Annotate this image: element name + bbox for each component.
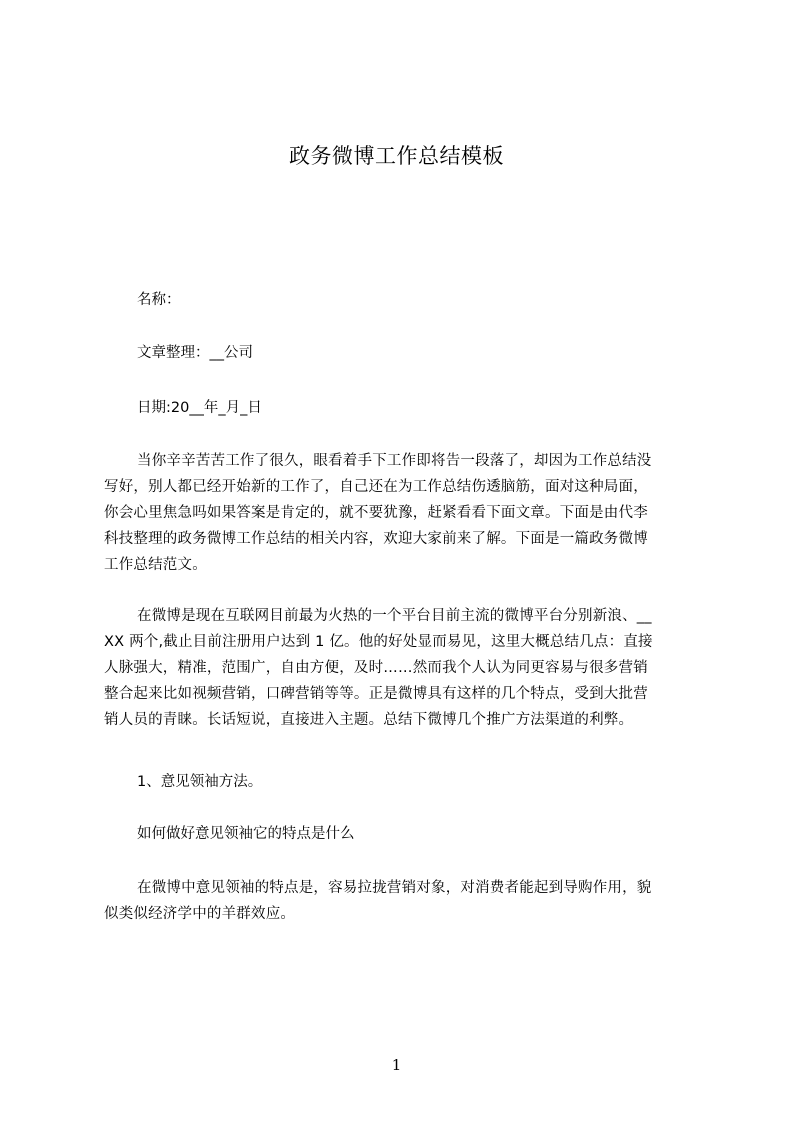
paragraph-intro (104, 448, 704, 578)
paragraph-line: 在微博中意见领袖的特点是，容易拉拢营销对象，对消费者能起到导购作用，貌 (137, 880, 652, 896)
paragraph-weibo (104, 603, 704, 733)
name-label: 名称： (137, 292, 181, 308)
sub-heading: 如何做好意见领袖它的特点是什么 (137, 826, 355, 842)
paragraph-line: 写好，别人都已经开始新的工作了，自己还在为工作总结伤透脑筋，面对这种局面， (104, 479, 648, 495)
paragraph-line: 科技整理的政务微博工作总结的相关内容，欢迎大家前来了解。下面是一篇政务微博 (104, 531, 648, 547)
paragraph-opinion-leader (104, 875, 704, 927)
date-label: 日期:20__年_月_日 (137, 400, 262, 416)
organizer-label: 文章整理：__公司 (137, 345, 253, 361)
paragraph-line: XX 两个,截止目前注册用户达到 1 亿。他的好处显而易见，这里大概总结几点：直接 (104, 634, 653, 650)
section-heading: 1、意见领袖方法。 (137, 774, 263, 790)
paragraph-line: 工作总结范文。 (104, 557, 207, 573)
page-number: 1 (391, 1056, 402, 1074)
paragraph-line: 你会心里焦急吗如果答案是肯定的，就不要犹豫，赶紧看看下面文章。下面是由代李 (104, 505, 648, 521)
document-title: 政务微博工作总结模板 (289, 144, 504, 168)
paragraph-line: 当你辛辛苦苦工作了很久，眼看着手下工作即将告一段落了，却因为工作总结没 (137, 453, 652, 469)
paragraph-line: 人脉强大，精准，范围广，自由方便，及时……然而我个人认为同更容易与很多营销 (104, 660, 648, 676)
paragraph-line: 在微博是现在互联网目前最为火热的一个平台目前主流的微博平台分别新浪、__ (137, 608, 652, 624)
paragraph-line: 似类似经济学中的羊群效应。 (104, 906, 296, 922)
paragraph-line: 整合起来比如视频营销，口碑营销等等。正是微博具有这样的几个特点，受到大批营 (104, 686, 648, 702)
paragraph-line: 销人员的青睐。长话短说，直接进入主题。总结下微博几个推广方法渠道的利弊。 (104, 712, 634, 728)
